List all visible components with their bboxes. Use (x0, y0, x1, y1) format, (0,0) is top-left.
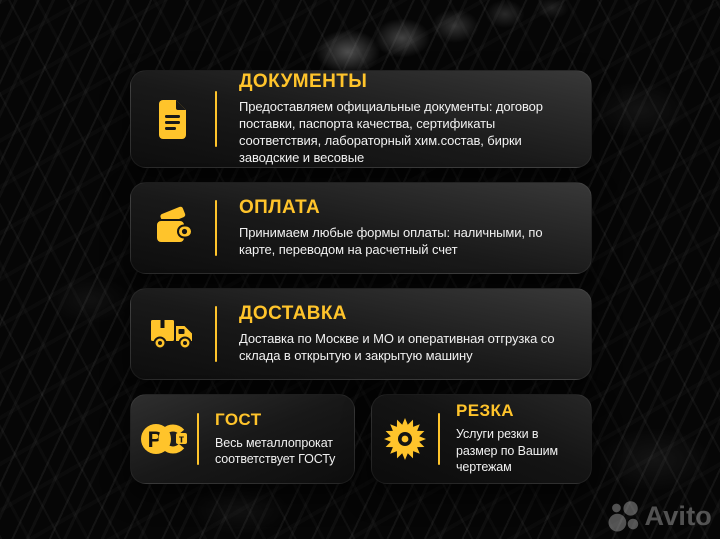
card-description: Услуги резки в размер по Вашим чертежам (456, 427, 559, 475)
saw-blade-icon (372, 415, 438, 463)
service-card-delivery (130, 288, 592, 380)
card-description: Предоставляем официальные документы: договор поставки, паспорта качества, сертификаты соответствия, лабораторный хим.состав, бирки заводские и весовые (239, 99, 543, 166)
card-title: ДОКУМЕНТЫ (239, 71, 368, 92)
card-description: Доставка по Москве и МО и оперативная отгрузка со склада в открытую и закрытую машину (239, 330, 555, 364)
avito-logo-text: Avito (644, 500, 712, 531)
document-icon (131, 95, 215, 143)
card-title: ОПЛАТА (239, 196, 321, 218)
svg-text:Р: Р (147, 426, 163, 452)
service-card-cutting (371, 394, 592, 484)
svg-text:т: т (178, 433, 185, 446)
service-card-documents (130, 70, 592, 168)
wallet-icon (131, 204, 215, 252)
service-card-gost (130, 394, 355, 484)
card-title: ДОСТАВКА (239, 302, 347, 324)
avito-logo-icon (607, 499, 641, 533)
service-card-payment (130, 182, 592, 274)
card-title: РЕЗКА (456, 401, 514, 421)
rst-certification-icon (131, 417, 197, 461)
card-description: Принимаем любые формы оплаты: наличными, по карте, переводом на расчетный счет (239, 224, 543, 258)
card-description: Весь металлопрокат соответствует ГОСТу (215, 435, 336, 467)
truck-icon (131, 312, 215, 356)
services-list (130, 70, 592, 484)
bottom-cards-row (130, 394, 592, 484)
avito-watermark (607, 499, 713, 533)
card-title: ГОСТ (215, 409, 262, 429)
